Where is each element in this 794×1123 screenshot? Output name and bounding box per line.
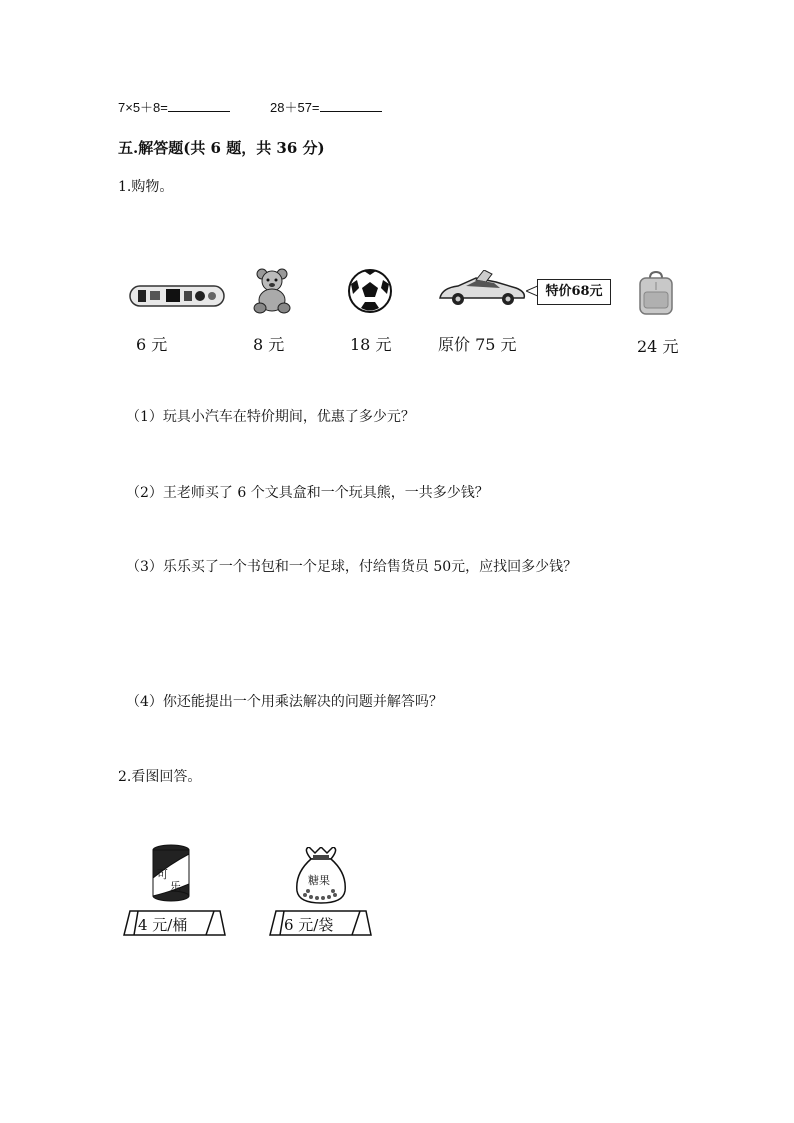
special-price-tag: 特价68元 (537, 279, 611, 305)
cola-price: 4 元/桶 (138, 916, 188, 934)
price-pencil-case: 6 元 (136, 335, 168, 354)
pencil-case-icon (128, 282, 226, 310)
backpack-icon (638, 270, 674, 316)
question-2-title: 2.看图回答。 (118, 769, 202, 785)
subquestion-3: （3）乐乐买了一个书包和一个足球，付给售货员 50元，应找回多少钱？ (126, 559, 578, 575)
toy-car-icon (436, 270, 528, 308)
cola-label-top: 可 (157, 869, 168, 881)
teddy-bear-icon (252, 268, 292, 314)
equation-1 (118, 97, 230, 116)
subquestion-2: （2）王老师买了 6 个文具盒和一个玩具熊，一共多少钱？ (126, 485, 489, 501)
answer-blank-2[interactable] (320, 101, 382, 112)
candy-price: 6 元/袋 (284, 916, 334, 934)
equation-2 (270, 97, 382, 116)
answer-blank-1[interactable] (168, 101, 230, 112)
soccer-ball-icon (347, 268, 393, 314)
subquestion-4: （4）你还能提出一个用乘法解决的问题并解答吗？ (126, 694, 443, 710)
subquestion-1: （1）玩具小汽车在特价期间，优惠了多少元？ (126, 409, 415, 425)
equation-2-expr: 28＋57= (270, 100, 320, 115)
price-teddy-bear: 8 元 (253, 335, 285, 354)
section-title: 五.解答题(共 6 题，共 36 分) (118, 139, 325, 157)
price-soccer-ball: 18 元 (350, 335, 392, 354)
price-backpack: 24 元 (637, 337, 679, 356)
question-1-title: 1.购物。 (118, 179, 174, 195)
equation-1-expr: 7×5＋8= (118, 100, 168, 115)
cola-label-bottom: 乐 (170, 881, 181, 893)
candy-label: 糖果 (308, 875, 330, 887)
price-toy-car: 原价 75 元 (438, 335, 517, 354)
